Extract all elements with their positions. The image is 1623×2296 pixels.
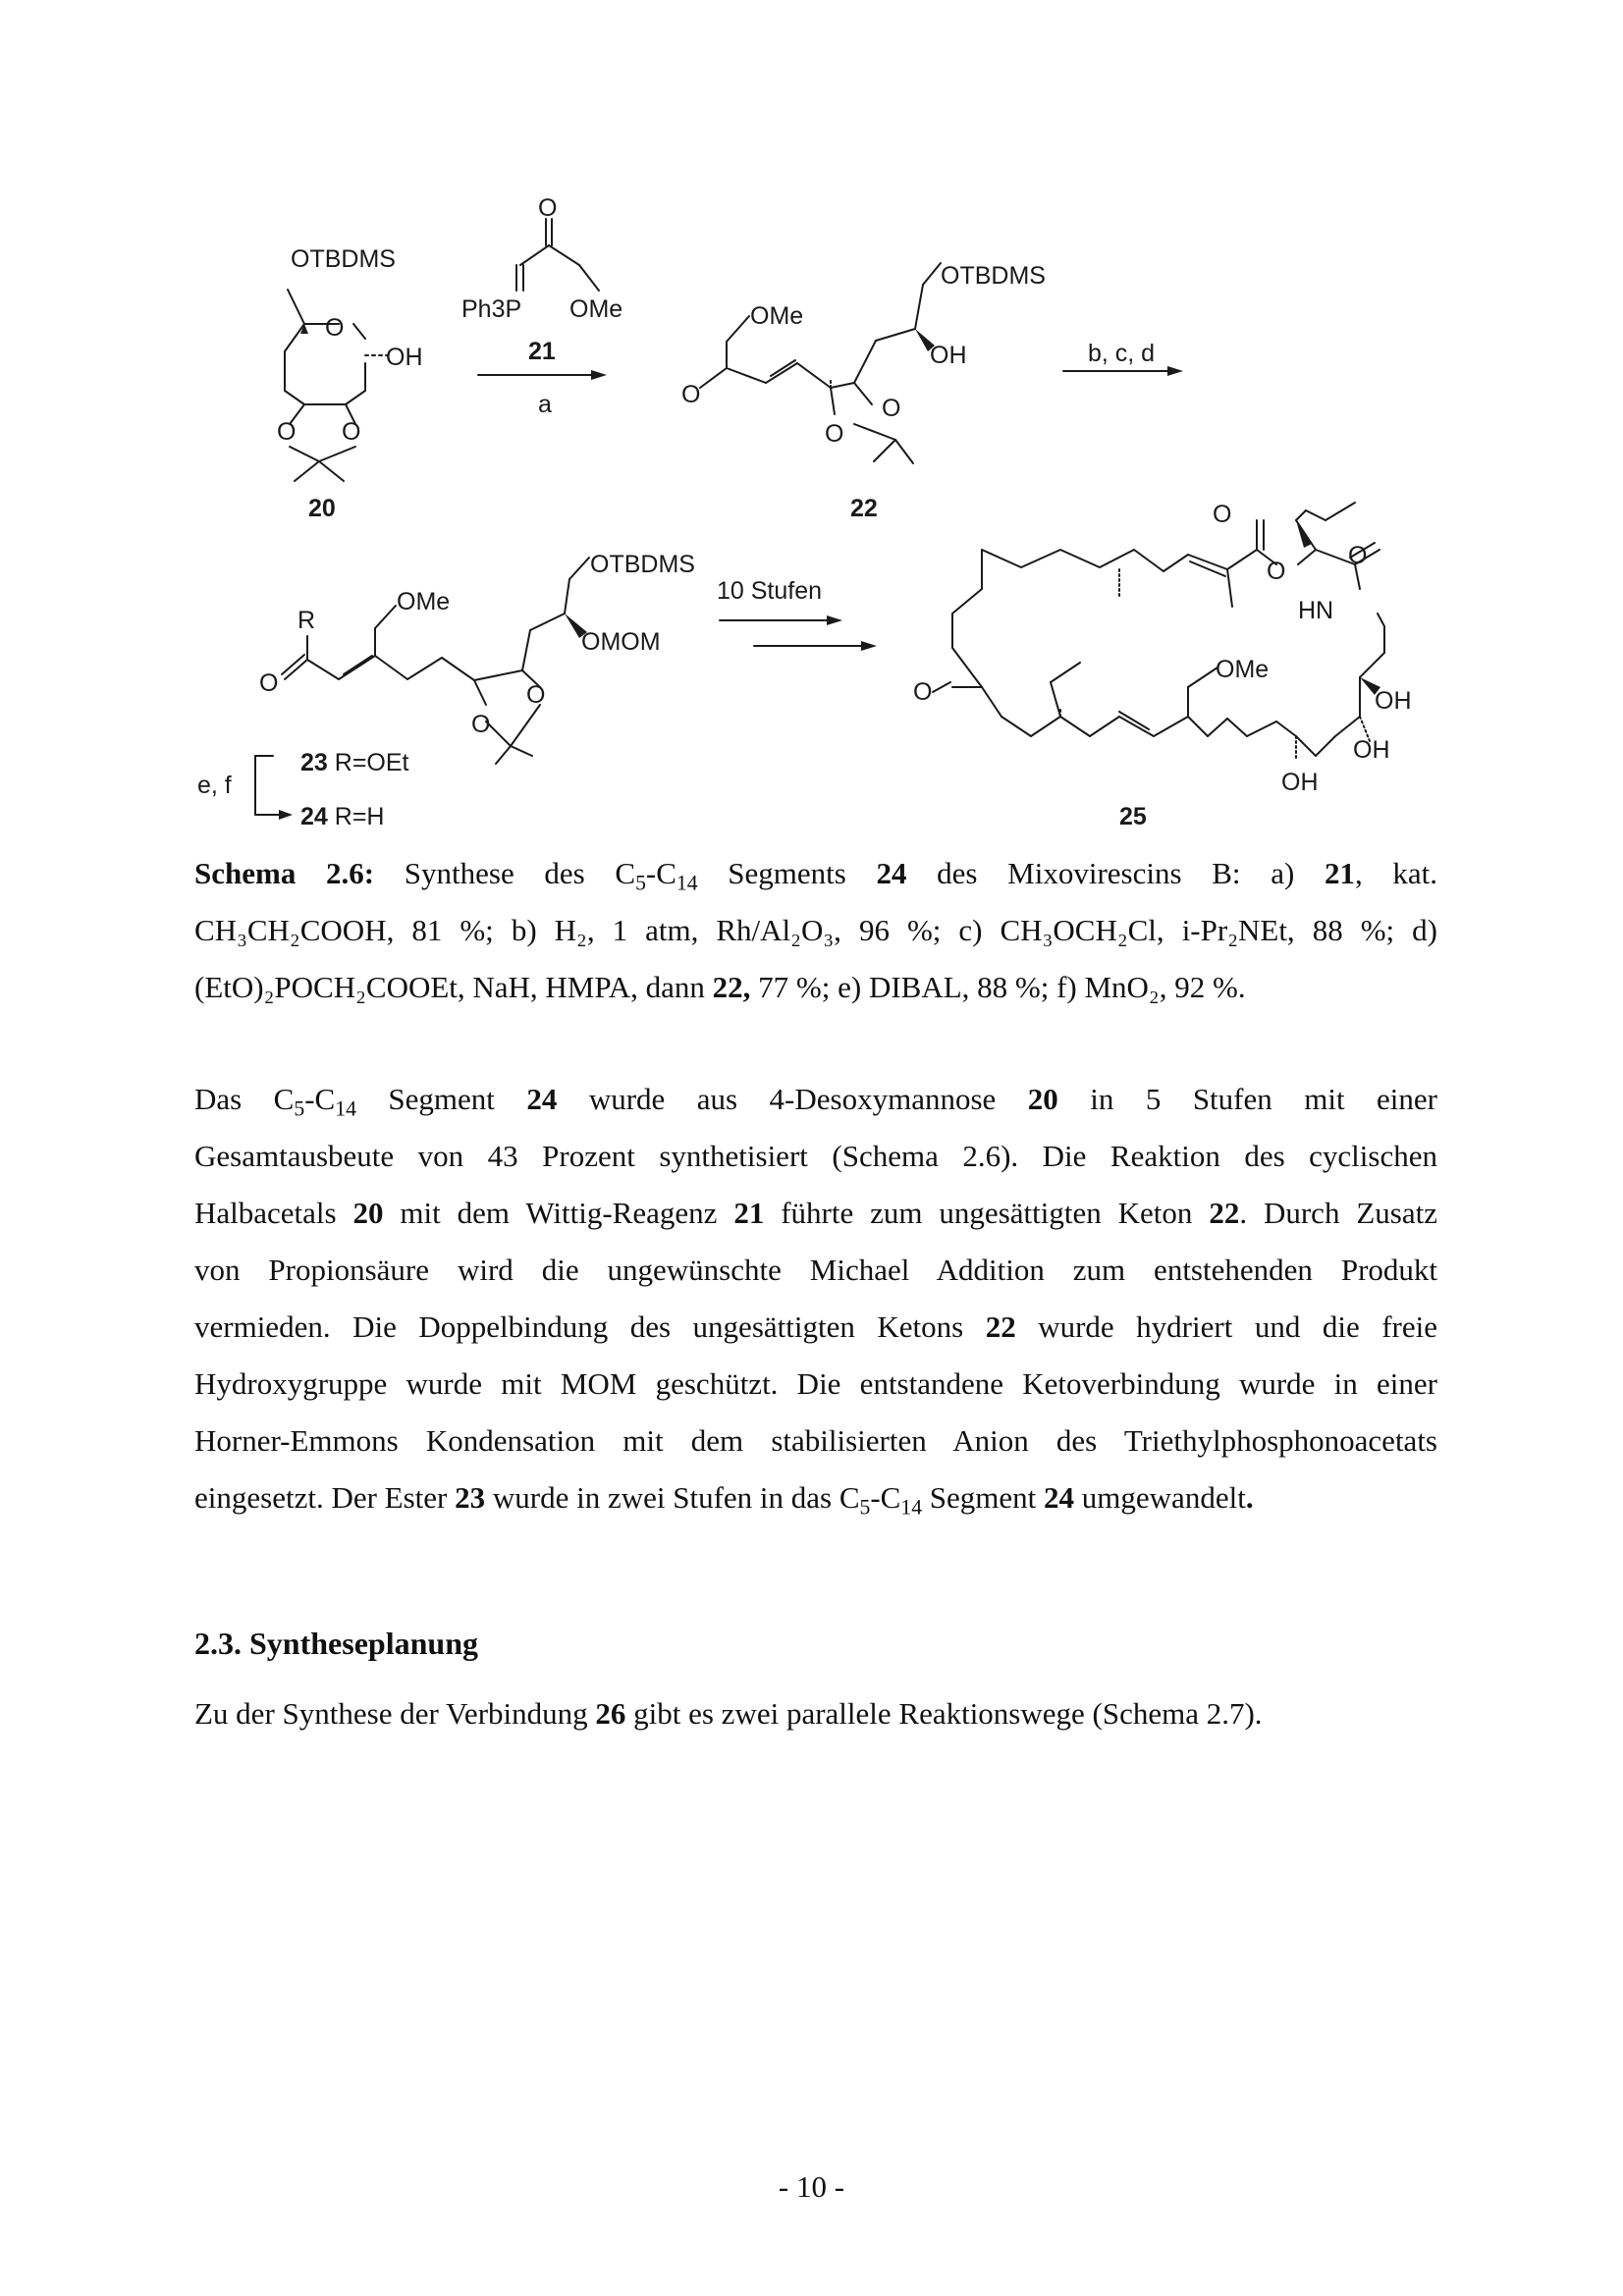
label-omom-23: OMOM: [581, 628, 661, 656]
label-otbdms-23: OTBDMS: [590, 551, 695, 578]
compound-21-structure: [516, 219, 599, 291]
body-paragraph: [194, 1082, 1437, 1543]
section-heading: 2.3. Syntheseplanung: [194, 1626, 478, 1661]
label-o-acetal-right-22: O: [882, 395, 901, 422]
paragraph-line-6: Hydroxygruppe wurde mit MOM geschützt. Die entstandene Ketoverbindung wurde in einer: [194, 1366, 1437, 1401]
label-o-ring-20: O: [325, 314, 345, 342]
caption-line-1: Schema 2.6: Synthese des $C_5-C_{14}$ Segments 24 des Mixovirescins B: a) 21, kat.: [194, 856, 1438, 895]
compound-24-label: 24 R=H: [300, 803, 385, 830]
label-ome-25: OMe: [1216, 656, 1270, 683]
label-o-acetal-left-20: O: [277, 418, 297, 446]
label-oh-1-25: OH: [1375, 687, 1412, 715]
label-ome-22: OMe: [750, 302, 804, 330]
arrow-10-stufen: [720, 615, 877, 651]
label-ome-21: OMe: [569, 295, 623, 323]
label-ome-23: OMe: [397, 588, 451, 615]
scheme-caption: [194, 856, 1437, 1013]
label-oh-3-25: OH: [1281, 769, 1319, 796]
paragraph-line-2: Gesamtausbeute von 43 Prozent synthetisiert (Schema 2.6). Die Reaktion des cyclischen: [194, 1139, 1437, 1173]
compound-number-21: 21: [528, 338, 556, 365]
label-oh-22: OH: [930, 342, 967, 369]
compound-number-25: 25: [1119, 803, 1147, 830]
label-o-ester-25: O: [1267, 558, 1286, 585]
paragraph-line-8: eingesetzt. Der Ester 23 wurde in zwei Stufen in das $C_5-C_{14}$ Segment 24 umgewandelt.: [194, 1480, 1254, 1520]
label-o-amide-25: O: [1348, 542, 1368, 569]
paragraph-line-7: Horner-Emmons Kondensation mit dem stabilisierten Anion des Triethylphosphonoacetats: [194, 1423, 1437, 1458]
paragraph-line-5: vermieden. Die Doppelbindung des ungesättigten Ketons 22 wurde hydriert und die freie: [194, 1309, 1437, 1344]
label-oh-2-25: OH: [1353, 736, 1390, 764]
label-ph3p: Ph3P: [461, 295, 522, 323]
label-o-acetal-left-22: O: [825, 420, 844, 448]
label-o-carbonyl-23: O: [259, 669, 279, 697]
paragraph-line-3: Halbacetals 20 mit dem Wittig-Reagenz 21 führte zum ungesättigten Keton 22. Durch Zusatz: [194, 1196, 1437, 1230]
arrow-step-a: [478, 370, 607, 380]
arrow-label-bcd: b, c, d: [1088, 340, 1156, 367]
compound-25-structure: [933, 503, 1384, 761]
label-o-acetal-left-23: O: [471, 711, 491, 738]
reaction-scheme: [0, 0, 1623, 844]
arrow-label-10-stufen: 10 Stufen: [717, 577, 823, 605]
paragraph-line-4: von Propionsäure wird die ungewünschte Michael Addition zum entstehenden Produkt: [194, 1253, 1437, 1287]
label-r: R: [298, 607, 316, 634]
compound-number-22: 22: [850, 495, 878, 522]
section-text: Zu der Synthese der Verbindung 26 gibt es zwei parallele Reaktionswege (Schema 2.7).: [194, 1696, 1263, 1731]
compound-number-20: 20: [308, 495, 336, 522]
compound-23-label: 23 R=OEt: [300, 749, 409, 776]
label-o-acetal-right-23: O: [526, 681, 546, 709]
bracket-step-ef: [255, 756, 293, 820]
caption-line-2: CH₃CH₂COOH, 81 %; b) H₂, 1 atm, Rh/Al₂O₃, 96 %; c) CH₃OCH₂Cl, i-Pr₂NEt, 88 %; d): [194, 913, 1437, 947]
label-o-carbonyl-25: O: [1213, 501, 1232, 528]
label-otbdms-20: OTBDMS: [291, 245, 396, 273]
label-o-21: O: [538, 194, 558, 222]
arrow-step-bcd: [1063, 366, 1183, 376]
label-o-ketone-22: O: [681, 381, 701, 408]
compound-22-structure: [700, 263, 941, 463]
page-number: - 10 -: [778, 2169, 845, 2204]
label-o-ketone-25: O: [913, 678, 933, 706]
label-otbdms-22: OTBDMS: [941, 262, 1046, 290]
caption-line-3: (EtO)₂POCH₂COOEt, NaH, HMPA, dann 22, 77 %; e) DIBAL, 88 %; f) MnO₂, 92 %.: [194, 970, 1246, 1004]
paragraph-line-1: Das $C_5-C_{14}$ Segment 24 wurde aus 4-Desoxymannose 20 in 5 Stufen mit einer: [194, 1082, 1437, 1121]
arrow-label-a: a: [538, 391, 552, 418]
label-oh-20: OH: [386, 344, 423, 371]
label-o-acetal-right-20: O: [342, 418, 361, 446]
label-hn-25: HN: [1298, 597, 1334, 624]
arrow-label-ef: e, f: [197, 772, 232, 799]
